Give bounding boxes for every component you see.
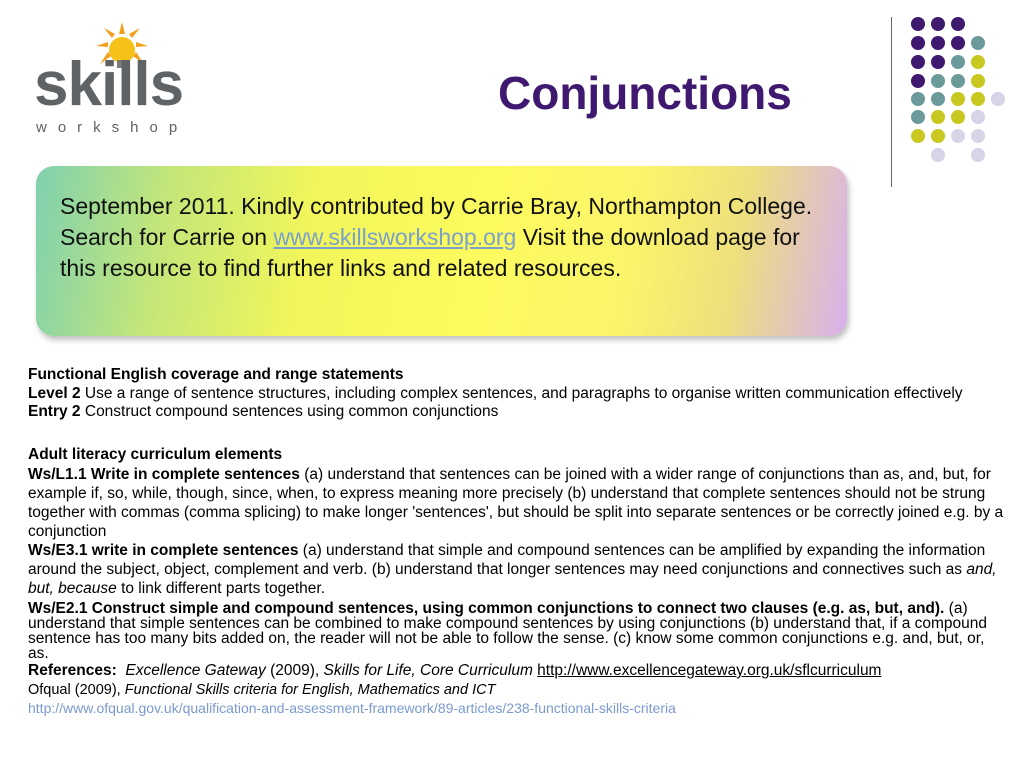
- e21-text: (a) understand that simple sentences can be combined to make compound sentences by using conjunctions (b) understand that, if a compound sentence has too many bits added on, the reader will not be able to follow the sense. (c) know some common conjunctions e.g. and, but, or, as.: [28, 600, 988, 662]
- e31-end: to link different parts together.: [116, 580, 325, 597]
- entry2-label: Entry 2: [28, 403, 81, 420]
- ofqual-reference: [28, 681, 1008, 700]
- info-banner: [36, 166, 847, 336]
- decorative-dot: [951, 129, 965, 143]
- decorative-dot: [971, 74, 985, 88]
- decorative-dot: [951, 55, 965, 69]
- banner-text-start: September 2011. Kindly contributed by Carrie Bray, Northampton College. Search for Carrie on: [60, 193, 813, 250]
- decorative-dot: [931, 110, 945, 124]
- content-body: [28, 366, 1008, 719]
- e31-label: Ws/E3.1 write in complete sentences: [28, 542, 299, 559]
- decorative-dot: [931, 148, 945, 162]
- decorative-dot: [931, 92, 945, 106]
- decorative-dot: [911, 36, 925, 50]
- decorative-dot: [991, 92, 1005, 106]
- banner-text-end: Visit the download page for this resource to find further links and related resources.: [60, 224, 800, 281]
- decorative-dot: [971, 92, 985, 106]
- ofqual-prefix: Ofqual (2009),: [28, 681, 125, 698]
- eg-name: Excellence Gateway: [125, 662, 266, 679]
- curriculum-e31: [28, 541, 1008, 598]
- decorative-dot: [931, 129, 945, 143]
- e31-italic: and, but, because: [28, 561, 997, 597]
- coverage-heading: Functional English coverage and range statements: [28, 366, 404, 383]
- skillsworkshop-link[interactable]: www.skillsworkshop.org: [273, 224, 517, 250]
- ofqual-link-line: [28, 699, 1008, 719]
- decorative-dot: [911, 110, 925, 124]
- decorative-dot: [951, 17, 965, 31]
- eg-title: Skills for Life, Core Curriculum: [323, 662, 533, 679]
- l11-label: Ws/L1.1 Write in complete sentences: [28, 466, 300, 483]
- decorative-dot: [911, 92, 925, 106]
- e21-label: Ws/E2.1 Construct simple and compound sentences, using common conjunctions to connect two clauses (e.g. as, but, and).: [28, 600, 945, 617]
- curriculum-l11: [28, 465, 1008, 541]
- page-title: Conjunctions: [498, 67, 792, 119]
- eg-year: (2009),: [265, 662, 324, 679]
- logo-subtitle: workshop: [36, 119, 189, 136]
- level2-statement: [28, 385, 1008, 404]
- decorative-dot: [911, 129, 925, 143]
- decorative-dot: [971, 55, 985, 69]
- decorative-dot: [951, 36, 965, 50]
- ofqual-link[interactable]: http://www.ofqual.gov.uk/qualification-and-assessment-framework/89-articles/238-functional-skills-criteria: [28, 700, 676, 716]
- l11-text: (a) understand that sentences can be joined with a wider range of conjunctions than as, and, but, for example if, so, while, though, since, when, to express meaning more precisely (b) understand that complete sentences should not be strung together with commas (comma splicing) to make longer 'sentences', but should be split into separate sentences or be correctly joined e.g. by a conjunction: [28, 466, 1004, 540]
- decorative-dot: [931, 55, 945, 69]
- curriculum-heading: Adult literacy curriculum elements: [28, 445, 283, 463]
- references-label: References:: [28, 662, 117, 679]
- entry2-text: Construct compound sentences using common conjunctions: [80, 403, 499, 420]
- entry2-statement: [28, 403, 1008, 422]
- excellence-gateway-link[interactable]: http://www.excellencegateway.org.uk/sflcurriculum: [537, 662, 882, 679]
- logo-wordmark: skills: [34, 50, 184, 119]
- curriculum-e21: [28, 601, 1008, 661]
- decorative-dot: [951, 110, 965, 124]
- decorative-dot: [971, 110, 985, 124]
- decorative-dot: [911, 55, 925, 69]
- decorative-dot: [971, 148, 985, 162]
- decorative-dot: [951, 74, 965, 88]
- level2-text: Use a range of sentence structures, including complex sentences, and paragraphs to organise written communication effectively: [80, 384, 963, 402]
- decorative-dot: [911, 74, 925, 88]
- decorative-dot: [951, 92, 965, 106]
- decorative-dot: [971, 36, 985, 50]
- ofqual-title: Functional Skills criteria for English, Mathematics and ICT: [124, 681, 496, 698]
- decorative-dot: [911, 17, 925, 31]
- banner-text: [60, 191, 830, 284]
- decorative-dot: [931, 74, 945, 88]
- decorative-dot: [931, 36, 945, 50]
- e31-text: (a) understand that simple and compound sentences can be amplified by expanding the information around the subject, object, complement and verb. (b) understand that longer sentences may need conjunctions and connectives such as: [28, 542, 986, 578]
- level2-label: Level 2: [28, 384, 81, 402]
- decorative-dot: [971, 129, 985, 143]
- references-line: [28, 662, 1008, 681]
- decorative-dot: [931, 17, 945, 31]
